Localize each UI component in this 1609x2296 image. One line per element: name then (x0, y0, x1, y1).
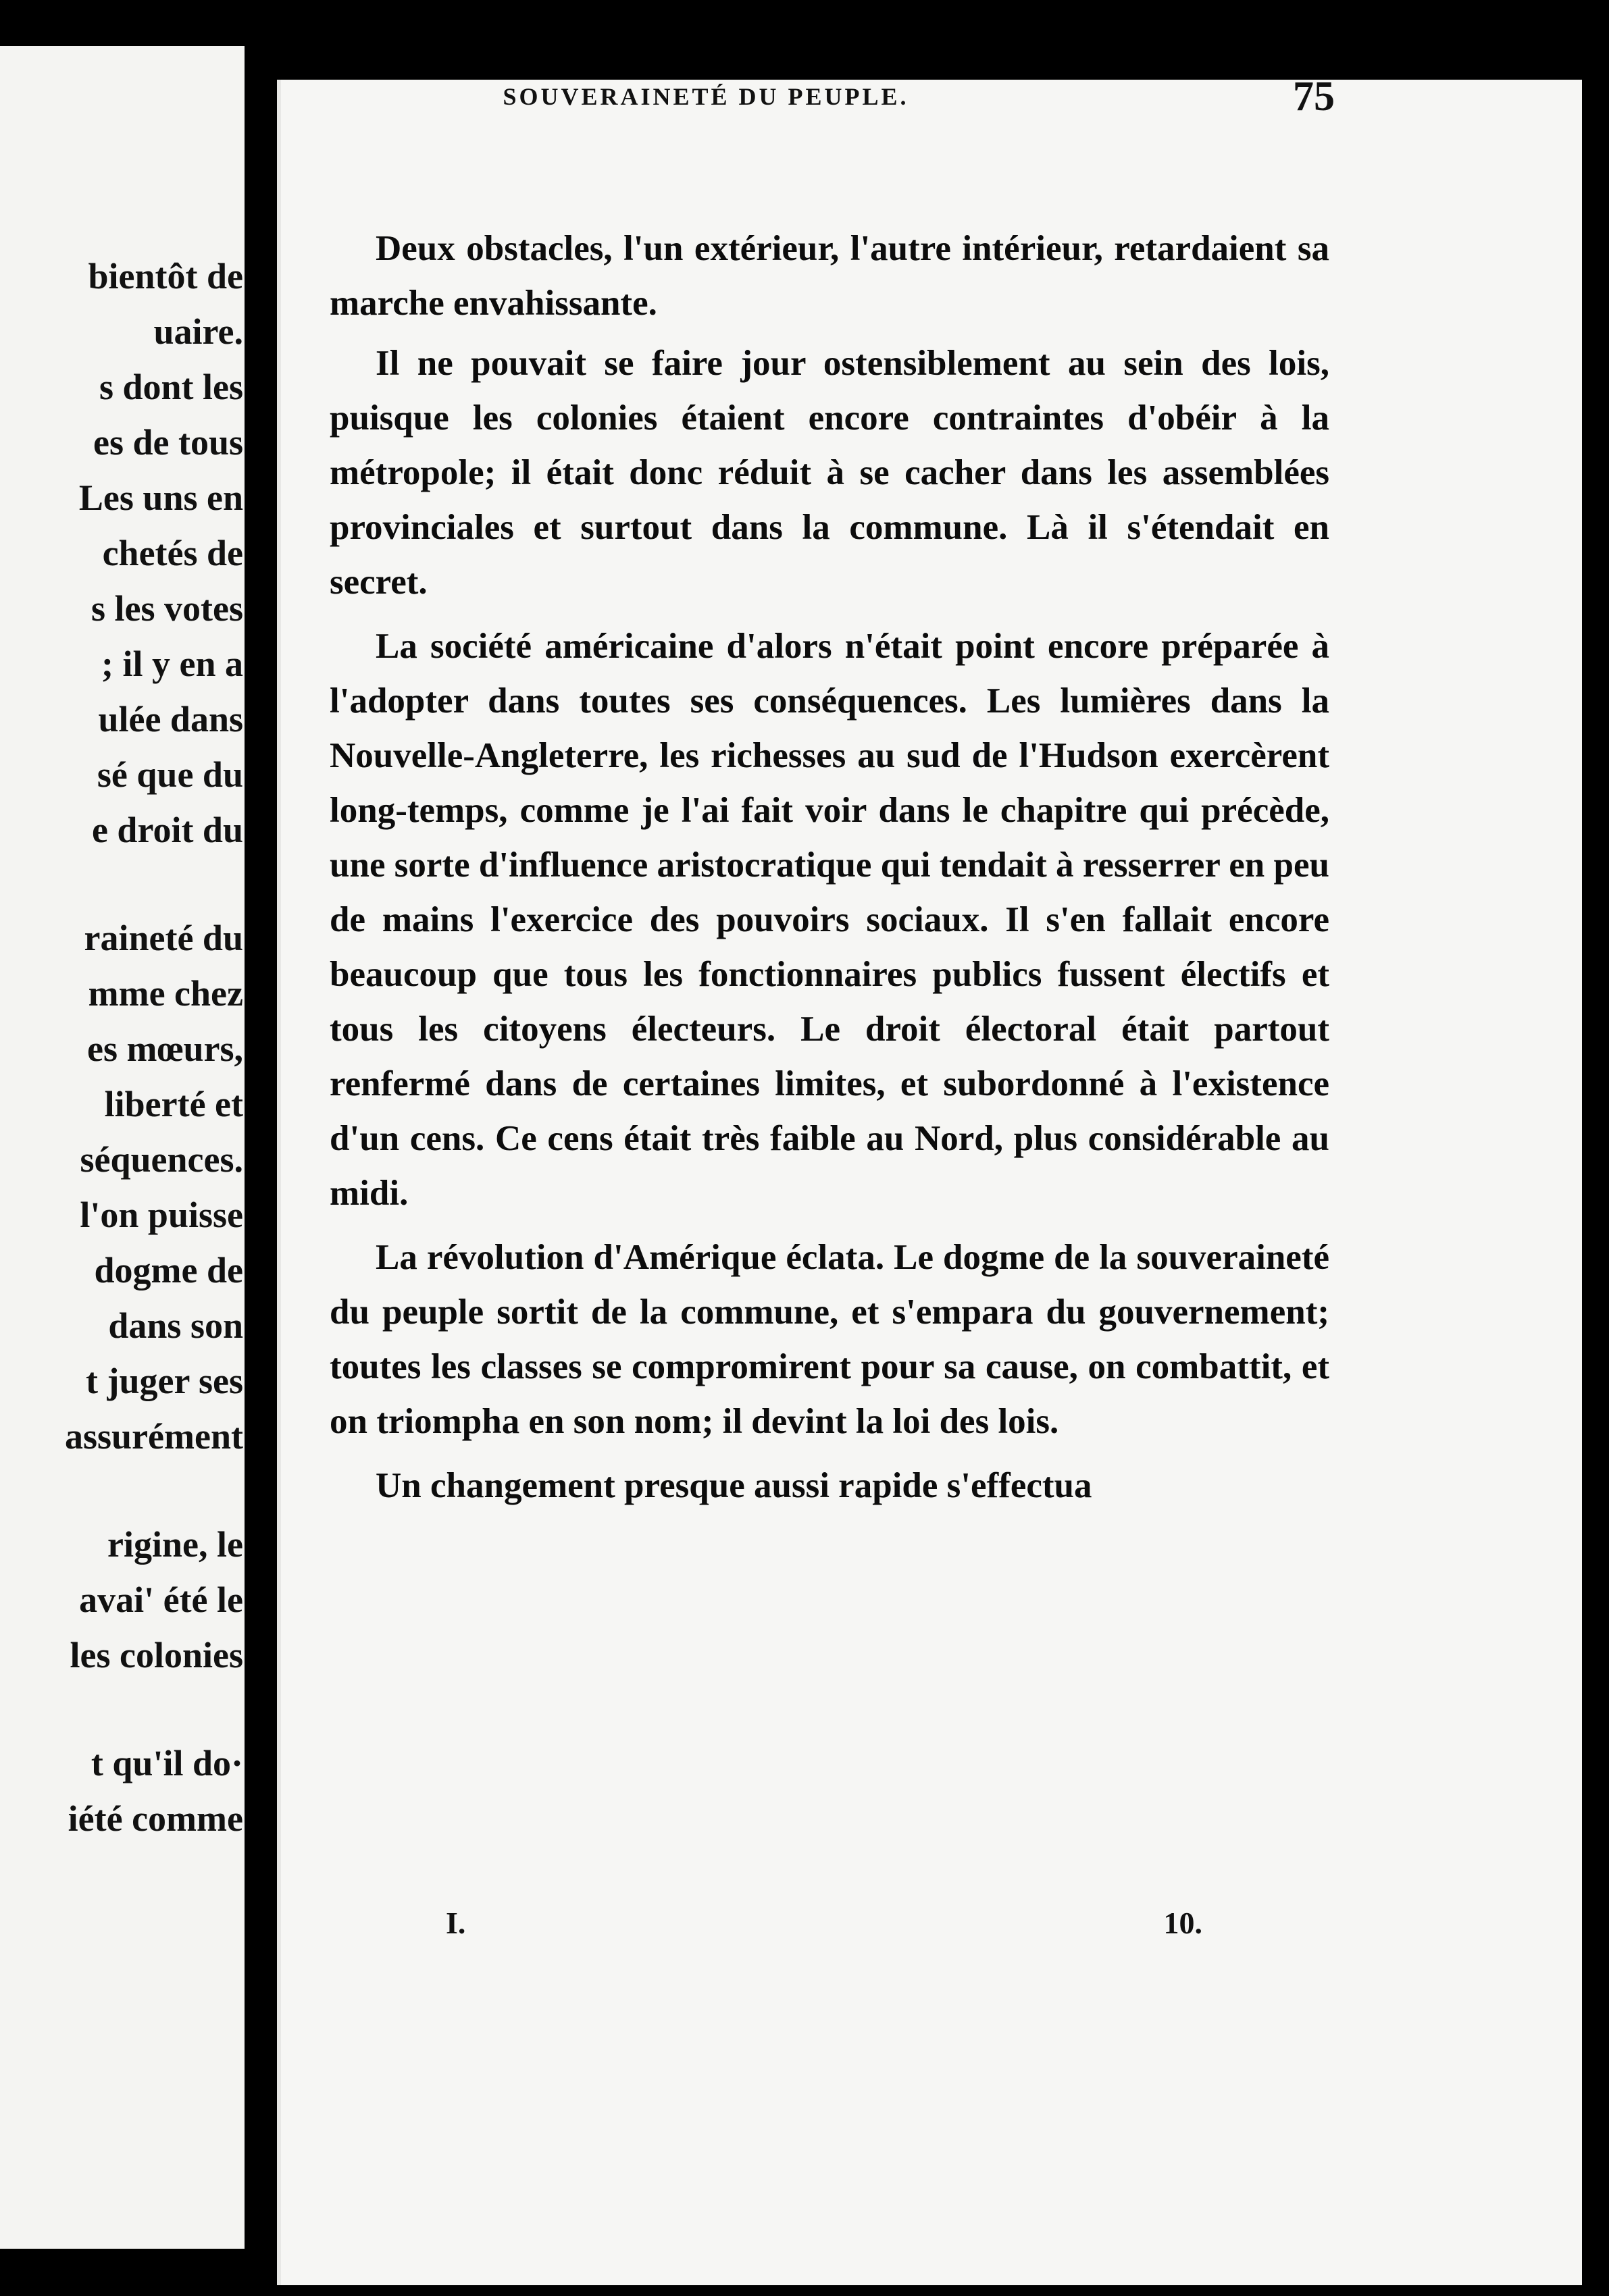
left-page-line: raineté du (84, 918, 243, 958)
left-page-line: ; il y en a (101, 644, 243, 684)
paragraph: Deux obstacles, l'un extérieur, l'autre intérieur, retardaient sa marche envahissante. (330, 229, 1329, 323)
paragraph: La société américaine d'alors n'était point encore préparée à l'adopter dans toutes ses conséquences. Les lumières dans la Nouvelle-Angleterre, les richesses au sud de l'Hudson exercèrent long-temps, comme je l'ai fait voir dans le chapitre qui précède, une sorte d'influence aristocratique qui tendait à resserrer en peu de mains l'exercice des pouvoirs sociaux. Il s'en fallait encore beaucoup que tous les fonctionnaires publics fussent électifs et tous les citoyens électeurs. Le droit électoral était partout renfermé dans de certaines limites, et subordonné à l'existence d'un cens. Ce cens était très faible au Nord, plus considérable au midi. (330, 627, 1329, 1213)
running-title: SOUVERAINETÉ DU PEUPLE. (503, 83, 909, 110)
left-page-line: chetés de (102, 533, 243, 573)
left-page-text (0, 249, 243, 1846)
left-page-line: bientôt de (88, 256, 243, 296)
running-head (324, 72, 1335, 122)
left-page-line: es mœurs, (87, 1028, 243, 1069)
left-page-line: sé que du (97, 754, 243, 795)
left-page-line: s dont les (99, 367, 243, 407)
left-page-line (0, 1683, 243, 1736)
left-page-line: t qu'il do· (91, 1743, 243, 1783)
left-page-line: Les uns en (78, 477, 243, 518)
left-page-line: uaire. (153, 311, 243, 352)
body-text (330, 221, 1329, 1523)
left-page-line: t juger ses (86, 1361, 243, 1401)
left-page-line (0, 858, 243, 910)
left-page-line: avai' été le (79, 1580, 243, 1620)
signature-mark-volume: I. (446, 1906, 466, 1940)
left-page-line: es de tous (93, 422, 243, 463)
signature-mark-sheet: 10. (1163, 1906, 1202, 1940)
left-page-line (0, 1464, 243, 1517)
paragraph: Un changement presque aussi rapide s'effectua (376, 1466, 1092, 1505)
left-page-line: dans son (108, 1305, 243, 1346)
left-page-line: séquences. (80, 1139, 243, 1180)
left-page-line: mme chez (88, 973, 243, 1014)
left-page-line: s les votes (91, 588, 243, 629)
left-page-line: iété comme (68, 1798, 243, 1839)
paragraph: Il ne pouvait se faire jour ostensiblement au sein des lois, puisque les colonies étaient encore contraintes d'obéir à la métropole; il était donc réduit à se cacher dans les assemblées provinciales et surtout dans la commune. Là il s'étendait en secret. (330, 344, 1329, 602)
page-footer (446, 1896, 1202, 1950)
left-page-line: l'on puisse (80, 1195, 243, 1235)
left-page-line: dogme de (94, 1250, 243, 1290)
paragraph: La révolution d'Amérique éclata. Le dogme de la souveraineté du peuple sortit de la commune, et s'empara du gouvernement; toutes les classes se compromirent pour sa cause, on combattit, et on triompha en son nom; il devint la loi des lois. (330, 1238, 1329, 1441)
left-page-line: assurément (65, 1416, 243, 1457)
left-page-line: les colonies (70, 1635, 243, 1675)
left-facing-page (0, 46, 245, 2249)
left-page-line: rigine, le (107, 1524, 243, 1565)
page-number: 75 (1293, 74, 1335, 120)
left-page-line: ulée dans (98, 699, 243, 739)
left-page-line: liberté et (104, 1084, 243, 1124)
left-page-line: e droit du (91, 810, 243, 850)
